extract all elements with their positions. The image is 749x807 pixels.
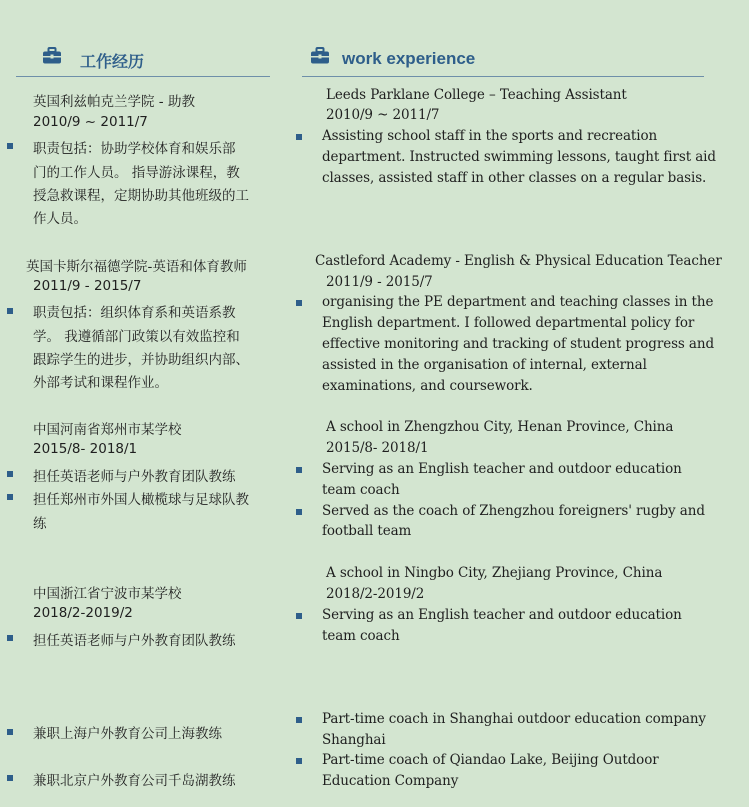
job-date-en: 2010/9 ~ 2011/7 — [326, 107, 440, 123]
bullet — [7, 471, 13, 477]
job-item: 担任郑州市外国人橄榄球与足球队教 — [33, 492, 249, 508]
job-desc-line: 职责包括：组织体育系和英语系教 — [33, 305, 236, 321]
section-header-cn — [16, 46, 270, 77]
job-desc-line: 授急救课程，定期协助其他班级的工 — [33, 188, 249, 204]
bullet — [296, 467, 302, 473]
briefcase-icon — [42, 46, 62, 66]
bullet — [7, 775, 13, 781]
job-date-cn: 2010/9 ~ 2011/7 — [33, 114, 148, 130]
bullet — [7, 143, 13, 149]
bullet — [296, 300, 302, 306]
job-title-cn: 中国河南省郑州市某学校 — [33, 422, 182, 438]
job-desc-line: 作人员。 — [33, 211, 87, 227]
bullet — [7, 729, 13, 735]
job-desc-line: classes, assisted staff in other classes on a regular basis. — [322, 170, 707, 186]
bullet — [7, 635, 13, 641]
part-time-item: Part-time coach in Shanghai outdoor education company — [322, 711, 706, 727]
section-title-cn: 工作经历 — [80, 52, 145, 71]
job-title-cn: 中国浙江省宁波市某学校 — [33, 586, 182, 602]
job-item: Serving as an English teacher and outdoor education — [322, 607, 682, 623]
part-time-item: Shanghai — [322, 732, 386, 748]
job-item: team coach — [322, 482, 400, 498]
job-desc-line: 外部考试和课程作业。 — [33, 375, 168, 391]
job-desc-line: effective monitoring and tracking of student progress and — [322, 336, 715, 352]
job-title-cn: 英国卡斯尔福德学院-英语和体育教师 — [26, 259, 247, 275]
section-title-en: work experience — [342, 49, 476, 68]
bullet — [296, 613, 302, 619]
job-desc-line: examinations, and coursework. — [322, 378, 533, 394]
job-desc-line: department. Instructed swimming lessons, taught first aid — [322, 149, 716, 165]
bullet — [296, 134, 302, 140]
job-item: 担任英语老师与户外教育团队教练 — [33, 469, 236, 485]
job-desc-line: 职责包括：协助学校体育和娱乐部 — [33, 141, 236, 157]
job-desc-line: Assisting school staff in the sports and recreation — [322, 128, 658, 144]
job-date-en: 2015/8- 2018/1 — [326, 440, 429, 456]
job-desc-line: 学。 我遵循部门政策以有效监控和 — [33, 329, 240, 345]
job-date-cn: 2018/2-2019/2 — [33, 605, 133, 621]
job-item: 担任英语老师与户外教育团队教练 — [33, 633, 236, 649]
job-desc-line: organising the PE department and teaching classes in the — [322, 294, 714, 310]
job-title-en: Leeds Parklane College – Teaching Assistant — [326, 87, 627, 103]
job-date-cn: 2011/9 - 2015/7 — [33, 278, 142, 294]
job-item: 练 — [33, 516, 47, 532]
job-date-en: 2011/9 - 2015/7 — [326, 274, 433, 290]
job-desc-line: English department. I followed departmental policy for — [322, 315, 695, 331]
job-title-cn: 英国利兹帕克兰学院 - 助教 — [33, 94, 195, 110]
part-time-item: 兼职上海户外教育公司上海教练 — [33, 726, 222, 742]
briefcase-icon — [310, 46, 330, 66]
job-title-en: A school in Ningbo City, Zhejiang Province, China — [326, 565, 663, 581]
part-time-item: 兼职北京户外教育公司千岛湖教练 — [33, 773, 236, 789]
job-item: Serving as an English teacher and outdoor education — [322, 461, 682, 477]
bullet — [7, 308, 13, 314]
bullet — [296, 758, 302, 764]
job-desc-line: 跟踪学生的进步，并协助组织内部、 — [33, 352, 249, 368]
job-title-en: Castleford Academy - English & Physical Education Teacher — [315, 253, 722, 269]
job-item: football team — [322, 523, 412, 539]
section-header-en — [302, 46, 704, 77]
part-time-item: Part-time coach of Qiandao Lake, Beijing Outdoor — [322, 752, 659, 768]
bullet — [296, 509, 302, 515]
job-date-en: 2018/2-2019/2 — [326, 586, 425, 602]
job-desc-line: assisted in the organisation of internal, external — [322, 357, 647, 373]
bullet — [296, 717, 302, 723]
job-title-en: A school in Zhengzhou City, Henan Province, China — [326, 419, 674, 435]
job-item: Served as the coach of Zhengzhou foreigners' rugby and — [322, 503, 705, 519]
job-date-cn: 2015/8- 2018/1 — [33, 441, 138, 457]
job-desc-line: 门的工作人员。 指导游泳课程，教 — [33, 165, 240, 181]
job-item: team coach — [322, 628, 400, 644]
bullet — [7, 494, 13, 500]
part-time-item: Education Company — [322, 773, 459, 789]
